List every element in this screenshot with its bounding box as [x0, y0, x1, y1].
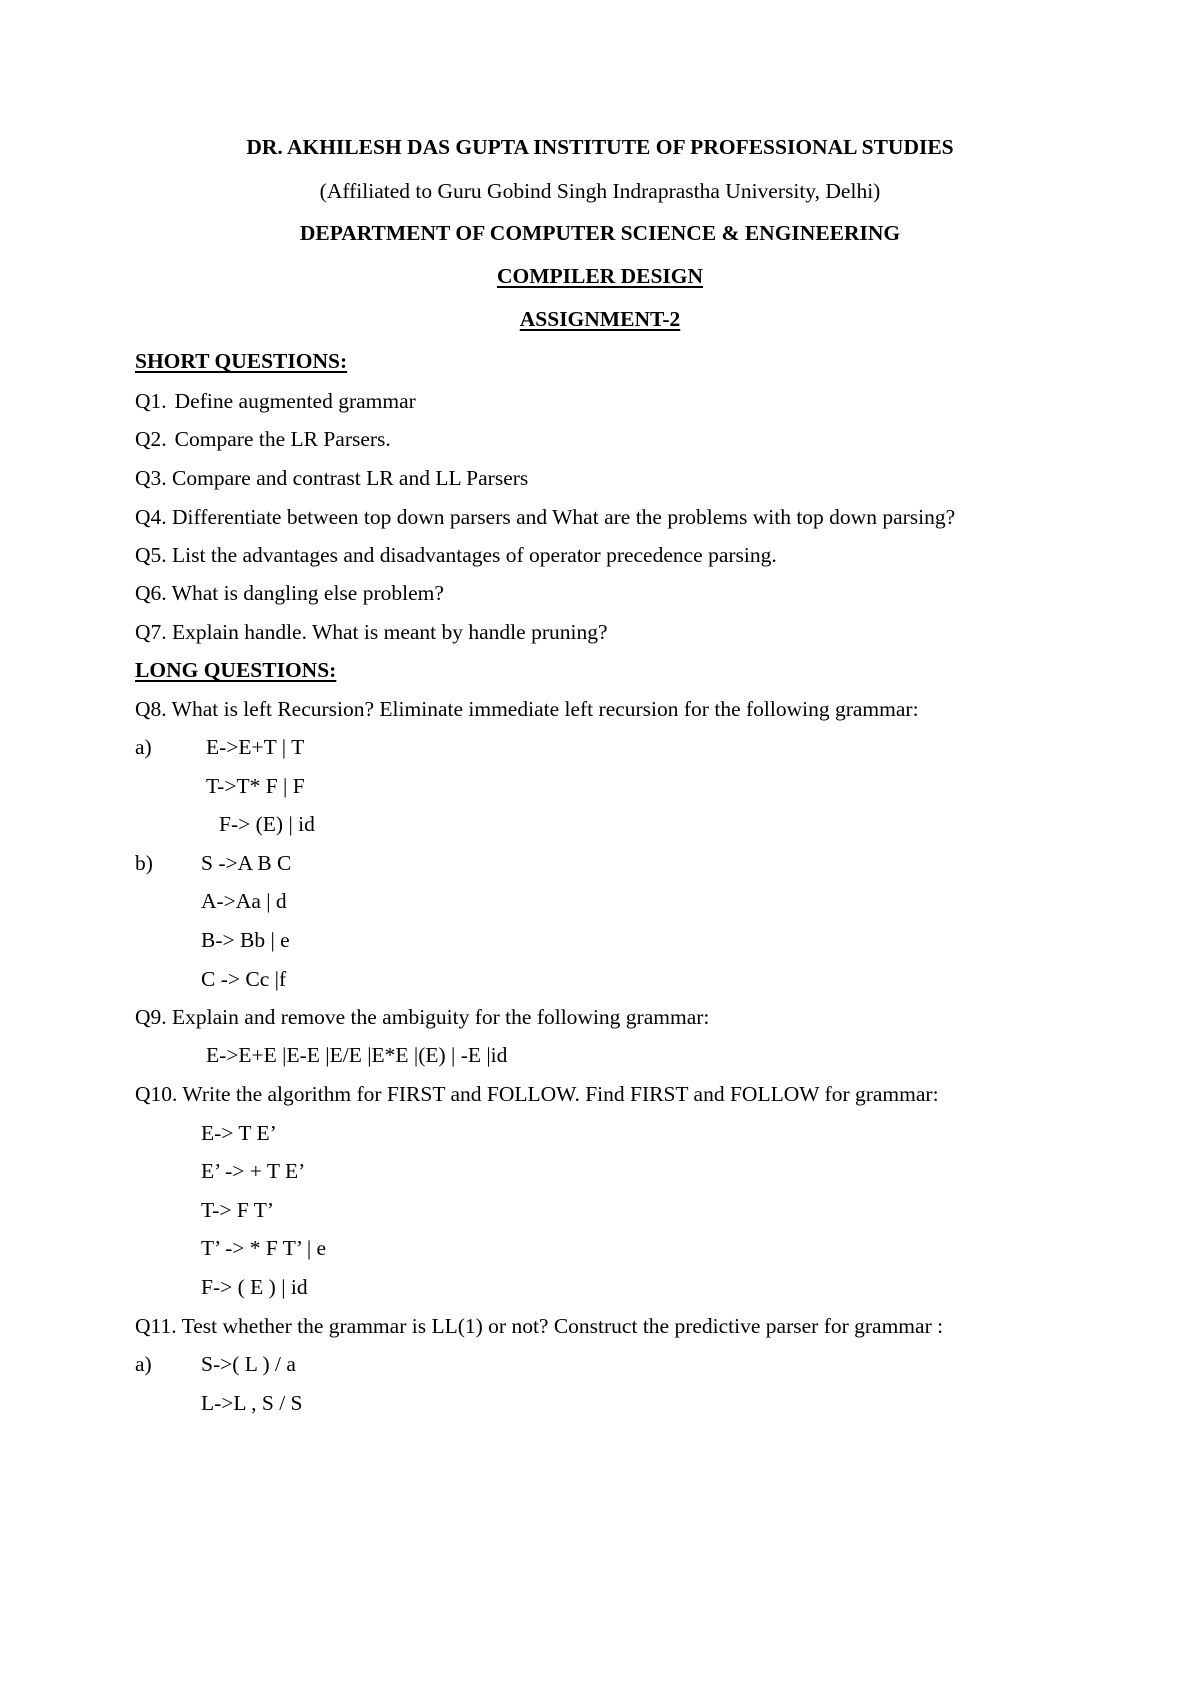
question-q11 [135, 1313, 943, 1339]
question-text: List the advantages and disadvantages of operator precedence parsing. [172, 543, 777, 567]
grammar-rule: S ->A B C [201, 851, 292, 875]
subject-title: COMPILER DESIGN [496, 264, 704, 288]
grammar-rule: S->( L ) / a [201, 1352, 296, 1376]
long-questions-heading: LONG QUESTIONS: [135, 658, 337, 682]
grammar-rule: C -> Cc |f [201, 967, 287, 991]
question-q8 [135, 696, 919, 722]
question-number: Q10. [135, 1082, 178, 1106]
grammar-rule: T’ -> * F T’ | e [201, 1236, 327, 1260]
question-number: Q2. [135, 427, 167, 451]
question-number: Q6. [135, 581, 167, 605]
assignment-title: ASSIGNMENT-2 [519, 307, 681, 331]
part-label-b: b) [135, 851, 153, 875]
question-text: Compare and contrast LR and LL Parsers [172, 466, 529, 490]
question-text: Test whether the grammar is LL(1) or not? Construct the predictive parser for grammar : [181, 1314, 944, 1338]
question-q2 [135, 426, 391, 452]
question-text: Explain and remove the ambiguity for the following grammar: [172, 1005, 710, 1029]
short-questions-heading: SHORT QUESTIONS: [135, 349, 348, 373]
affiliation-text: (Affiliated to Guru Gobind Singh Indraprastha University, Delhi) [319, 179, 881, 203]
question-text: Compare the LR Parsers. [174, 427, 391, 451]
question-q6 [135, 580, 444, 606]
question-text: Define augmented grammar [174, 389, 416, 413]
question-number: Q5. [135, 543, 167, 567]
question-text: What is dangling else problem? [171, 581, 444, 605]
department-name: DEPARTMENT OF COMPUTER SCIENCE & ENGINEERING [299, 221, 901, 245]
question-q1 [135, 388, 416, 414]
grammar-rule: E-> T E’ [201, 1121, 277, 1145]
grammar-rule: E->E+T | T [206, 735, 305, 759]
grammar-rule: A->Aa | d [201, 889, 287, 913]
question-text: Differentiate between top down parsers and What are the problems with top down parsing? [172, 505, 956, 529]
question-text: Explain handle. What is meant by handle pruning? [172, 620, 608, 644]
grammar-rule: T-> F T’ [201, 1198, 275, 1222]
grammar-rule: E->E+E |E-E |E/E |E*E |(E) | -E |id [206, 1043, 508, 1067]
question-q5 [135, 542, 777, 568]
question-q4 [135, 504, 955, 530]
question-text: Write the algorithm for FIRST and FOLLOW. Find FIRST and FOLLOW for grammar: [182, 1082, 939, 1106]
grammar-rule: F-> ( E ) | id [201, 1275, 308, 1299]
part-label-a: a) [135, 1352, 152, 1376]
question-number: Q8. [135, 697, 167, 721]
question-number: Q7. [135, 620, 167, 644]
grammar-rule: E’ -> + T E’ [201, 1159, 306, 1183]
grammar-rule: T->T* F | F [206, 774, 305, 798]
assignment-title-row [0, 306, 1200, 332]
grammar-rule: B-> Bb | e [201, 928, 290, 952]
question-q3 [135, 465, 528, 491]
question-number: Q11. [135, 1314, 177, 1338]
question-number: Q1. [135, 389, 167, 413]
institute-name: DR. AKHILESH DAS GUPTA INSTITUTE OF PROFESSIONAL STUDIES [246, 135, 954, 159]
question-number: Q4. [135, 505, 167, 529]
grammar-rule: F-> (E) | id [219, 812, 315, 836]
question-number: Q9. [135, 1005, 167, 1029]
grammar-rule: L->L , S / S [201, 1391, 303, 1415]
question-number: Q3. [135, 466, 167, 490]
subject-title-row [0, 263, 1200, 289]
question-q10 [135, 1081, 939, 1107]
question-q7 [135, 619, 608, 645]
question-text: What is left Recursion? Eliminate immediate left recursion for the following grammar: [171, 697, 919, 721]
part-label-a: a) [135, 735, 152, 759]
question-q9 [135, 1004, 709, 1030]
